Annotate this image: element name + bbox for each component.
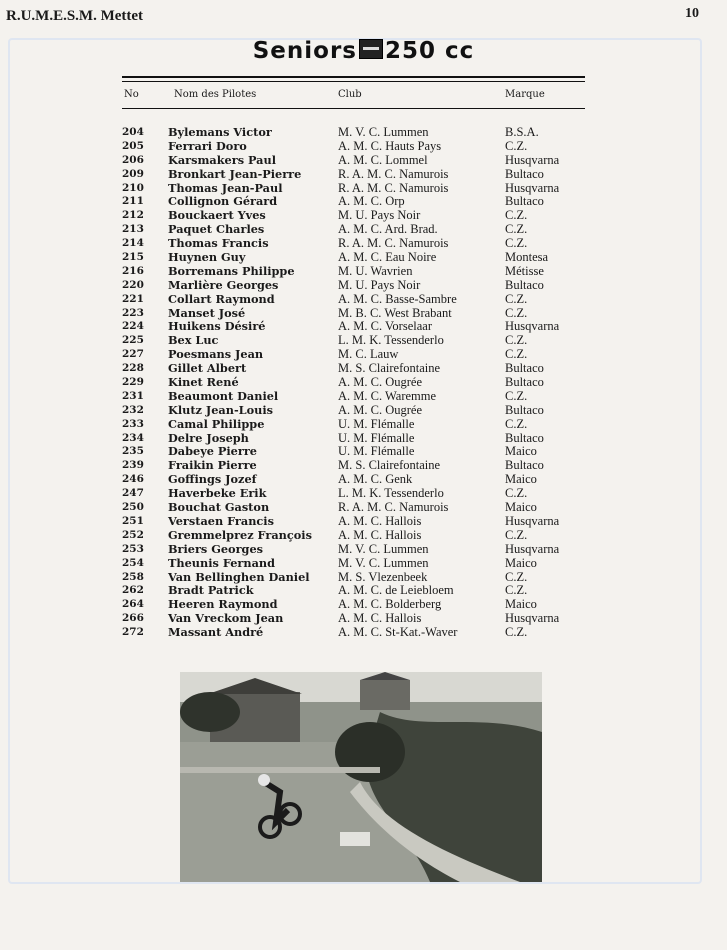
- rider-number: 231: [122, 389, 144, 402]
- rider-row: [0, 626, 727, 640]
- rider-row: [0, 362, 727, 376]
- rider-name: Thomas Jean-Paul: [168, 180, 283, 195]
- rider-row: [0, 515, 727, 529]
- rider-name: Borremans Philippe: [168, 263, 295, 278]
- rider-row: [0, 612, 727, 626]
- rider-number: 221: [122, 292, 144, 305]
- emblem-icon: [359, 39, 383, 59]
- rider-number: 252: [122, 528, 144, 541]
- rider-make: Maico: [505, 444, 537, 459]
- rider-club: A. M. C. de Leiebloem: [338, 583, 454, 598]
- rider-row: [0, 473, 727, 487]
- rider-club: M. U. Wavrien: [338, 263, 413, 278]
- rider-name: Bronkart Jean-Pierre: [168, 166, 302, 181]
- rider-row: [0, 557, 727, 571]
- rider-make: Bultaco: [505, 277, 544, 292]
- title-rule-thin: [122, 81, 585, 82]
- rider-number: 206: [122, 153, 144, 166]
- rider-make: C.Z.: [505, 527, 528, 542]
- rider-make: C.Z.: [505, 388, 528, 403]
- rider-row: [0, 307, 727, 321]
- rider-row: [0, 501, 727, 515]
- rider-make: C.Z.: [505, 333, 528, 348]
- rider-row: [0, 237, 727, 251]
- rider-number: 262: [122, 584, 144, 597]
- rider-name: Bouckaert Yves: [168, 208, 266, 223]
- rider-club: M. U. Pays Noir: [338, 277, 421, 292]
- rider-make: Husqvarna: [505, 152, 560, 167]
- rider-name: Bradt Patrick: [168, 583, 254, 598]
- rider-club: R. A. M. C. Namurois: [338, 236, 449, 251]
- rider-make: C.Z.: [505, 291, 528, 306]
- rider-row: [0, 418, 727, 432]
- rider-club: A. M. C. Hallois: [338, 513, 422, 528]
- rider-make: Husqvarna: [505, 180, 560, 195]
- rider-name: Fraikin Pierre: [168, 458, 257, 473]
- rider-number: 272: [122, 626, 144, 639]
- rider-club: A. M. C. Lommel: [338, 152, 428, 167]
- rider-row: [0, 182, 727, 196]
- rider-name: Delre Joseph: [168, 430, 249, 445]
- rider-make: Husqvarna: [505, 513, 560, 528]
- page-title: [0, 38, 727, 64]
- rider-row: [0, 432, 727, 446]
- rider-club: L. M. K. Tessenderlo: [338, 486, 444, 501]
- rider-row: [0, 223, 727, 237]
- rider-make: Métisse: [505, 263, 544, 278]
- rider-number: 225: [122, 334, 144, 347]
- rider-name: Haverbeke Erik: [168, 486, 267, 501]
- rider-number: 251: [122, 514, 144, 527]
- rider-name: Beaumont Daniel: [168, 388, 279, 403]
- rider-club: A. M. C. Ougrée: [338, 402, 423, 417]
- rider-club: M. C. Lauw: [338, 347, 399, 362]
- rider-club: R. A. M. C. Namurois: [338, 166, 449, 181]
- rider-number: 212: [122, 209, 144, 222]
- rider-club: R. A. M. C. Namurois: [338, 180, 449, 195]
- page-header: [6, 6, 713, 28]
- rider-name: Verstaen Francis: [168, 513, 274, 528]
- rider-club: A. M. C. Hallois: [338, 611, 422, 626]
- rider-club: L. M. K. Tessenderlo: [338, 333, 444, 348]
- rider-number: 234: [122, 431, 144, 444]
- rider-name: Massant André: [168, 625, 264, 640]
- rider-club: U. M. Flémalle: [338, 444, 415, 459]
- rider-club: M. S. Vlezenbeek: [338, 569, 428, 584]
- rider-name: Marlière Georges: [168, 277, 279, 292]
- rider-number: 204: [122, 126, 144, 138]
- rider-name: Theunis Fernand: [168, 555, 276, 570]
- rider-make: Maico: [505, 500, 537, 515]
- rider-name: Collignon Gérard: [168, 194, 278, 209]
- rider-club: A. M. C. Orp: [338, 194, 405, 209]
- rider-name: Heeren Raymond: [168, 597, 278, 612]
- rider-row: [0, 140, 727, 154]
- organization-name: R.U.M.E.S.M. Mettet: [6, 8, 144, 24]
- rider-club: A. M. C. Basse-Sambre: [338, 291, 457, 306]
- rider-club: A. M. C. Eau Noire: [338, 250, 437, 265]
- rider-make: C.Z.: [505, 222, 528, 237]
- rider-make: Bultaco: [505, 361, 544, 376]
- rider-make: C.Z.: [505, 305, 528, 320]
- rider-make: Bultaco: [505, 458, 544, 473]
- rider-club: A. M. C. St-Kat.-Waver: [338, 625, 458, 640]
- rider-club: A. M. C. Bolderberg: [338, 597, 442, 612]
- title-left: Seniors: [252, 38, 357, 64]
- title-right: 250 cc: [384, 38, 475, 64]
- page-number: 10: [685, 6, 699, 21]
- rider-name: Manset José: [168, 305, 246, 320]
- rider-row: [0, 543, 727, 557]
- header-rule: [122, 108, 585, 109]
- rider-number: 232: [122, 403, 144, 416]
- rider-make: Maico: [505, 597, 537, 612]
- rider-row: [0, 598, 727, 612]
- title-rule: [122, 76, 585, 78]
- rider-make: C.Z.: [505, 583, 528, 598]
- rider-make: Bultaco: [505, 430, 544, 445]
- rider-row: [0, 487, 727, 501]
- rider-name: Huikens Désiré: [168, 319, 266, 334]
- rider-number: 227: [122, 348, 144, 361]
- rider-number: 254: [122, 556, 144, 569]
- rider-club: M. S. Clairefontaine: [338, 361, 441, 376]
- rider-name: Poesmans Jean: [168, 347, 264, 362]
- rider-name: Dabeye Pierre: [168, 444, 257, 459]
- rider-make: C.Z.: [505, 625, 528, 640]
- rider-number: 215: [122, 251, 144, 264]
- rider-club: M. B. C. West Brabant: [338, 305, 452, 320]
- rider-row: [0, 348, 727, 362]
- rider-name: Thomas Francis: [168, 236, 269, 251]
- rider-number: 266: [122, 612, 144, 625]
- rider-make: C.Z.: [505, 208, 528, 223]
- rider-club: R. A. M. C. Namurois: [338, 500, 449, 515]
- rider-row: [0, 459, 727, 473]
- rider-make: Maico: [505, 555, 537, 570]
- rider-name: Bylemans Victor: [168, 125, 272, 139]
- rider-row: [0, 334, 727, 348]
- rider-name: Bouchat Gaston: [168, 500, 270, 515]
- rider-make: Husqvarna: [505, 319, 560, 334]
- rider-make: Montesa: [505, 250, 549, 265]
- rider-name: Goffings Jozef: [168, 472, 257, 487]
- rider-number: 247: [122, 487, 144, 500]
- rider-name: Kinet René: [168, 375, 239, 390]
- rider-row: [0, 293, 727, 307]
- rider-name: Camal Philippe: [168, 416, 265, 431]
- rider-name: Klutz Jean-Louis: [168, 402, 273, 417]
- rider-row: [0, 584, 727, 598]
- rider-number: 250: [122, 501, 144, 514]
- rider-number: 229: [122, 376, 144, 389]
- column-header-name: Nom des Pilotes: [174, 89, 257, 100]
- rider-row: [0, 168, 727, 182]
- rider-club: M. U. Pays Noir: [338, 208, 421, 223]
- rider-club: A. M. C. Vorselaar: [338, 319, 432, 334]
- rider-make: Bultaco: [505, 166, 544, 181]
- rider-make: C.Z.: [505, 347, 528, 362]
- rider-number: 211: [122, 195, 144, 208]
- rider-row: [0, 251, 727, 265]
- rider-club: A. M. C. Ougrée: [338, 375, 423, 390]
- rider-make: Bultaco: [505, 375, 544, 390]
- rider-number: 209: [122, 167, 144, 180]
- rider-club: A. M. C. Genk: [338, 472, 413, 487]
- rider-number: 239: [122, 459, 144, 472]
- rider-name: Huynen Guy: [168, 250, 246, 265]
- rider-number: 228: [122, 362, 144, 375]
- rider-number: 235: [122, 445, 144, 458]
- rider-club: M. V. C. Lummen: [338, 541, 429, 556]
- rider-number: 205: [122, 139, 144, 152]
- rider-name: Briers Georges: [168, 541, 263, 556]
- rider-name: Gillet Albert: [168, 361, 247, 376]
- rider-number: 223: [122, 306, 144, 319]
- rider-number: 214: [122, 237, 144, 250]
- rider-name: Karsmakers Paul: [168, 152, 276, 167]
- rider-name: Paquet Charles: [168, 222, 265, 237]
- rider-number: 220: [122, 278, 144, 291]
- rider-number: 233: [122, 417, 144, 430]
- column-header-make: Marque: [505, 89, 545, 100]
- rider-row: [0, 154, 727, 168]
- rider-make: Bultaco: [505, 194, 544, 209]
- rider-row: [0, 209, 727, 223]
- rider-row: [0, 445, 727, 459]
- rider-number: 258: [122, 570, 144, 583]
- rider-name: Van Vreckom Jean: [168, 611, 284, 626]
- rider-number: 224: [122, 320, 144, 333]
- rider-make: Husqvarna: [505, 541, 560, 556]
- rider-row: [0, 404, 727, 418]
- rider-club: M. V. C. Lummen: [338, 555, 429, 570]
- rider-make: Husqvarna: [505, 611, 560, 626]
- rider-club: M. S. Clairefontaine: [338, 458, 441, 473]
- rider-name: Collart Raymond: [168, 291, 275, 306]
- rider-row: [0, 376, 727, 390]
- rider-name: Gremmelprez François: [168, 527, 312, 542]
- rider-club: U. M. Flémalle: [338, 430, 415, 445]
- rider-make: C.Z.: [505, 569, 528, 584]
- column-header-club: Club: [338, 89, 362, 100]
- rider-club: U. M. Flémalle: [338, 416, 415, 431]
- rider-name: Van Bellinghen Daniel: [168, 569, 310, 584]
- rider-make: B.S.A.: [505, 125, 539, 139]
- rider-club: A. M. C. Waremme: [338, 388, 437, 403]
- rider-club: M. V. C. Lummen: [338, 125, 429, 139]
- column-header-no: No: [124, 89, 139, 100]
- rider-make: Maico: [505, 472, 537, 487]
- rider-make: C.Z.: [505, 416, 528, 431]
- rider-number: 253: [122, 542, 144, 555]
- rider-make: C.Z.: [505, 138, 528, 153]
- rider-club: A. M. C. Hallois: [338, 527, 422, 542]
- rider-club: A. M. C. Ard. Brad.: [338, 222, 438, 237]
- rider-row: [0, 265, 727, 279]
- rider-club: A. M. C. Hauts Pays: [338, 138, 442, 153]
- rider-row: [0, 571, 727, 585]
- rider-name: Ferrari Doro: [168, 138, 247, 153]
- rider-name: Bex Luc: [168, 333, 219, 348]
- rider-number: 210: [122, 181, 144, 194]
- rider-number: 246: [122, 473, 144, 486]
- rider-number: 264: [122, 598, 144, 611]
- rider-row: [0, 195, 727, 209]
- rider-row: [0, 126, 727, 140]
- rider-list: [0, 126, 727, 640]
- rider-number: 213: [122, 223, 144, 236]
- rider-make: C.Z.: [505, 486, 528, 501]
- rider-row: [0, 279, 727, 293]
- motocross-photo: [180, 672, 542, 882]
- rider-make: C.Z.: [505, 236, 528, 251]
- rider-row: [0, 529, 727, 543]
- rider-make: Bultaco: [505, 402, 544, 417]
- rider-number: 216: [122, 264, 144, 277]
- rider-row: [0, 390, 727, 404]
- rider-row: [0, 320, 727, 334]
